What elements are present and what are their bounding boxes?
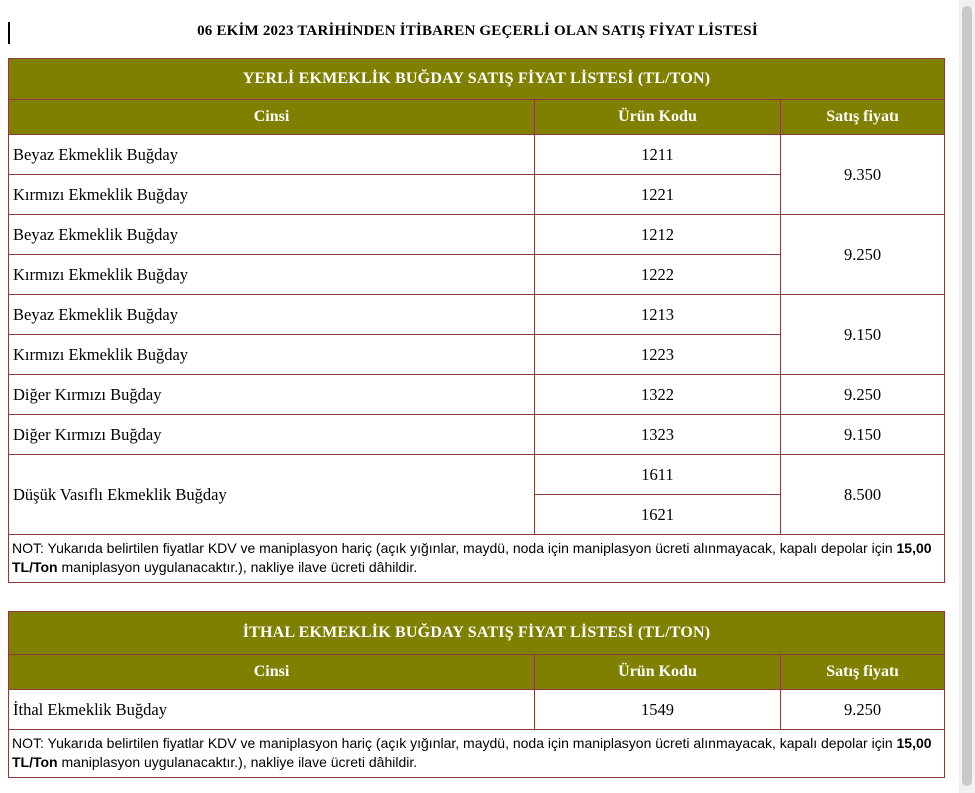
product-name: Düşük Vasıflı Ekmeklik Buğday bbox=[9, 455, 535, 535]
imported-price-table bbox=[8, 611, 945, 778]
page-title: 06 EKİM 2023 TARİHİNDEN İTİBAREN GEÇERLİ OLAN SATIŞ FİYAT LİSTESİ bbox=[197, 23, 758, 39]
product-code: 1223 bbox=[535, 335, 781, 375]
header-row bbox=[9, 100, 945, 135]
product-code: 1323 bbox=[535, 415, 781, 455]
imported-note bbox=[9, 730, 945, 778]
product-code: 1322 bbox=[535, 375, 781, 415]
table-row bbox=[9, 690, 945, 730]
product-code: 1221 bbox=[535, 175, 781, 215]
product-code: 1611 bbox=[535, 455, 781, 495]
header-cinsi: Cinsi bbox=[9, 655, 535, 690]
note-bold-amount: 15,00 TL/Ton bbox=[12, 540, 932, 575]
product-code: 1213 bbox=[535, 295, 781, 335]
product-price: 8.500 bbox=[781, 455, 945, 535]
vertical-scrollbar[interactable] bbox=[959, 0, 975, 793]
table-row bbox=[9, 215, 945, 255]
header-urun-kodu: Ürün Kodu bbox=[535, 655, 781, 690]
product-price: 9.250 bbox=[781, 215, 945, 295]
table-row bbox=[9, 375, 945, 415]
product-price: 9.250 bbox=[781, 690, 945, 730]
product-code: 1212 bbox=[535, 215, 781, 255]
header-satis-fiyati: Satış fiyatı bbox=[781, 100, 945, 135]
table-row bbox=[9, 455, 945, 495]
header-cinsi: Cinsi bbox=[9, 100, 535, 135]
product-name: İthal Ekmeklik Buğday bbox=[9, 690, 535, 730]
product-name: Beyaz Ekmeklik Buğday bbox=[9, 135, 535, 175]
domestic-note bbox=[9, 535, 945, 583]
product-name: Diğer Kırmızı Buğday bbox=[9, 415, 535, 455]
product-name: Beyaz Ekmeklik Buğday bbox=[9, 215, 535, 255]
product-name: Kırmızı Ekmeklik Buğday bbox=[9, 335, 535, 375]
product-price: 9.150 bbox=[781, 295, 945, 375]
header-satis-fiyati: Satış fiyatı bbox=[781, 655, 945, 690]
domestic-price-table bbox=[8, 58, 945, 583]
product-name: Diğer Kırmızı Buğday bbox=[9, 375, 535, 415]
product-code: 1222 bbox=[535, 255, 781, 295]
table-row bbox=[9, 415, 945, 455]
note-row bbox=[9, 730, 945, 778]
imported-table-title: İTHAL EKMEKLİK BUĞDAY SATIŞ FİYAT LİSTESİ (TL/TON) bbox=[9, 612, 945, 655]
note-text-end: maniplasyon uygulanacaktır.), nakliye ilave ücreti dâhildir. bbox=[57, 559, 418, 575]
scrollbar-thumb[interactable] bbox=[962, 6, 972, 786]
product-name: Kırmızı Ekmeklik Buğday bbox=[9, 255, 535, 295]
note-bold-amount: 15,00 TL/Ton bbox=[12, 735, 932, 770]
note-text: NOT: Yukarıda belirtilen fiyatlar KDV ve maniplasyon hariç (açık yığınlar, maydü, noda için maniplasyon ücreti alınmayacak, kapalı depolar için bbox=[12, 735, 897, 751]
note-text: NOT: Yukarıda belirtilen fiyatlar KDV ve maniplasyon hariç (açık yığınlar, maydü, noda için maniplasyon ücreti alınmayacak, kapalı depolar için bbox=[12, 540, 897, 556]
product-price: 9.150 bbox=[781, 415, 945, 455]
table-row bbox=[9, 135, 945, 175]
product-price: 9.350 bbox=[781, 135, 945, 215]
product-code: 1211 bbox=[535, 135, 781, 175]
product-code: 1549 bbox=[535, 690, 781, 730]
note-row bbox=[9, 535, 945, 583]
header-row bbox=[9, 655, 945, 690]
product-code: 1621 bbox=[535, 495, 781, 535]
note-text-end: maniplasyon uygulanacaktır.), nakliye ilave ücreti dâhildir. bbox=[57, 754, 418, 770]
table-row bbox=[9, 295, 945, 335]
product-price: 9.250 bbox=[781, 375, 945, 415]
product-name: Beyaz Ekmeklik Buğday bbox=[9, 295, 535, 335]
table-title-row bbox=[9, 59, 945, 100]
product-name: Kırmızı Ekmeklik Buğday bbox=[9, 175, 535, 215]
domestic-table-title: YERLİ EKMEKLİK BUĞDAY SATIŞ FİYAT LİSTESİ (TL/TON) bbox=[9, 59, 945, 100]
table-title-row bbox=[9, 612, 945, 655]
header-urun-kodu: Ürün Kodu bbox=[535, 100, 781, 135]
